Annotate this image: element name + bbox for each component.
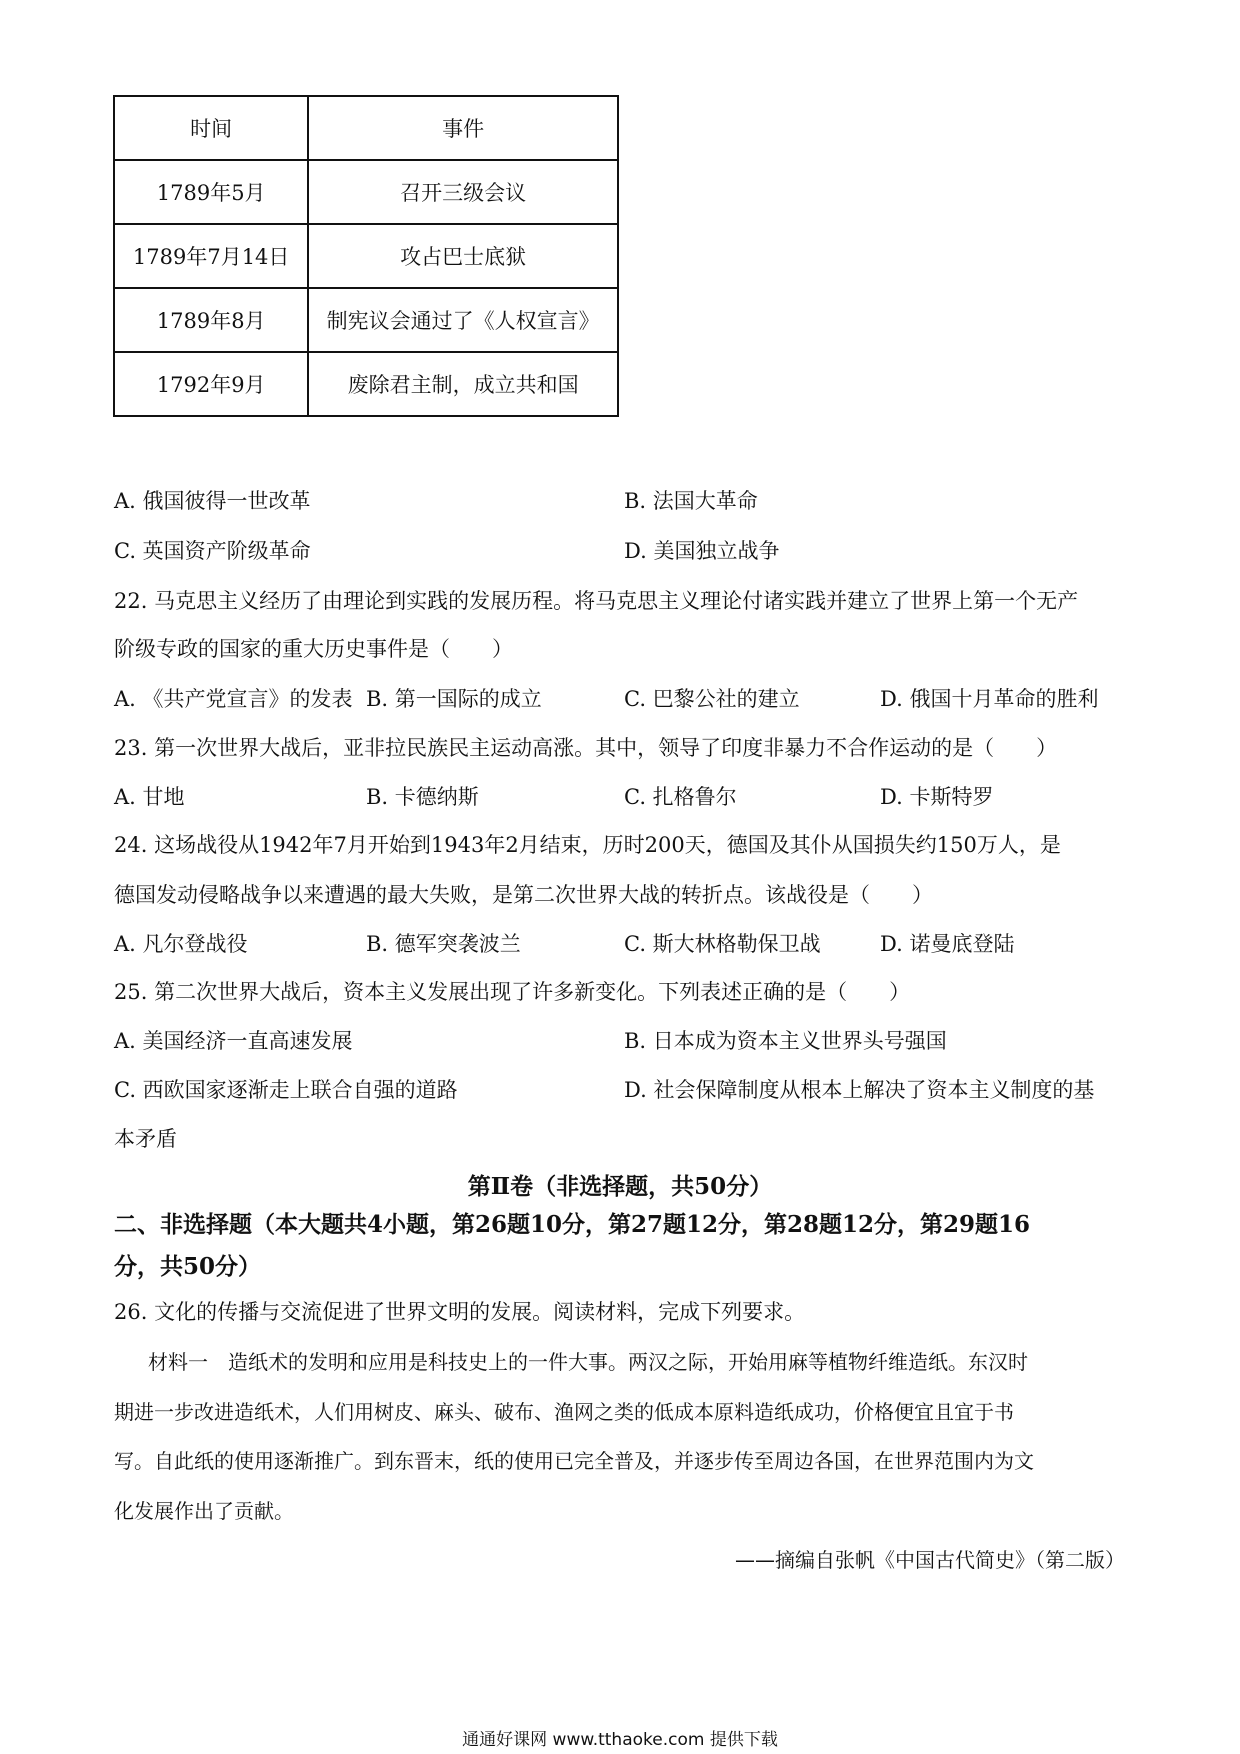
q24-option-d: D. 诺曼底登陆 [880,932,1015,956]
q22-stem-line1: 22. 马克思主义经历了由理论到实践的发展历程。将马克思主义理论付诸实践并建立了世界上第一个无产 [114,589,1079,613]
q22-option-b: B. 第一国际的成立 [366,687,542,711]
q26-material-line4: 化发展作出了贡献。 [114,1499,294,1523]
q22-option-a: A. 《共产党宣言》的发表 [114,687,353,711]
q26-material-line1: 材料一 造纸术的发明和应用是科技史上的一件大事。两汉之际，开始用麻等植物纤维造纸。东汉时 [148,1350,1028,1374]
q24-option-c: C. 斯大林格勒保卫战 [624,932,821,956]
table-header-time: 时间 [114,96,308,160]
part2-heading-line1: 二、非选择题（本大题共4小题，第26题10分，第27题12分，第28题12分，第29题16 [114,1211,1031,1238]
table-cell-time: 1789年5月 [114,160,308,224]
q25-stem-line1: 25. 第二次世界大战后，资本主义发展出现了许多新变化。下列表述正确的是（ ） [114,980,911,1004]
q22-option-c: C. 巴黎公社的建立 [624,687,800,711]
q23-option-c: C. 扎格鲁尔 [624,785,737,809]
table-cell-event: 制宪议会通过了《人权宣言》 [308,288,618,352]
q26-material-source: ——摘编自张帆《中国古代简史》（第二版） [735,1548,1125,1572]
q23-option-d: D. 卡斯特罗 [880,785,994,809]
table-row [114,224,618,288]
q25-option-b: B. 日本成为资本主义世界头号强国 [624,1029,947,1053]
q25-option-d: D. 社会保障制度从根本上解决了资本主义制度的基 [624,1078,1095,1102]
q26-material-line3: 写。自此纸的使用逐渐推广。到东晋末，纸的使用已完全普及，并逐步传至周边各国，在世界范围内为文 [114,1449,1034,1473]
q24-option-a: A. 凡尔登战役 [114,932,248,956]
table-row [114,160,618,224]
q26-intro: 26. 文化的传播与交流促进了世界文明的发展。阅读材料，完成下列要求。 [114,1300,806,1324]
part2-title: 第Ⅱ卷（非选择题，共50分） [467,1173,773,1200]
q23-stem-line1: 23. 第一次世界大战后，亚非拉民族民主运动高涨。其中，领导了印度非暴力不合作运动的是（ ） [114,736,1058,760]
q25-option-a: A. 美国经济一直高速发展 [114,1029,353,1053]
q21-option-b: B. 法国大革命 [624,489,758,513]
part2-heading-line2: 分，共50分） [114,1253,262,1280]
q24-option-b: B. 德军突袭波兰 [366,932,521,956]
events-table [113,95,619,417]
q22-stem-line2: 阶级专政的国家的重大历史事件是（ ） [114,637,513,661]
table-cell-time: 1789年8月 [114,288,308,352]
q25-option-d-continued: 本矛盾 [114,1127,177,1151]
q23-option-a: A. 甘地 [114,785,185,809]
q21-option-a: A. 俄国彼得一世改革 [114,489,311,513]
table-header-event: 事件 [308,96,618,160]
table-cell-event: 召开三级会议 [308,160,618,224]
table-header-row [114,96,618,160]
table-cell-time: 1789年7月14日 [114,224,308,288]
q25-option-c: C. 西欧国家逐渐走上联合自强的道路 [114,1078,458,1102]
q23-option-b: B. 卡德纳斯 [366,785,479,809]
q24-stem-line1: 24. 这场战役从1942年7月开始到1943年2月结束，历时200天，德国及其仆从国损失约150万人，是 [114,833,1061,857]
table-row [114,288,618,352]
q24-stem-line2: 德国发动侵略战争以来遭遇的最大失败，是第二次世界大战的转折点。该战役是（ ） [114,883,933,907]
q21-option-d: D. 美国独立战争 [624,539,780,563]
q22-option-d: D. 俄国十月革命的胜利 [880,687,1099,711]
table-row [114,352,618,416]
table-cell-time: 1792年9月 [114,352,308,416]
table-cell-event: 废除君主制，成立共和国 [308,352,618,416]
q21-option-c: C. 英国资产阶级革命 [114,539,311,563]
page-footer: 通通好课网 www.tthaoke.com 提供下载 [462,1730,778,1750]
table-cell-event: 攻占巴士底狱 [308,224,618,288]
q26-material-line2: 期进一步改进造纸术，人们用树皮、麻头、破布、渔网之类的低成本原料造纸成功，价格便宜且宜于书 [114,1400,1014,1424]
